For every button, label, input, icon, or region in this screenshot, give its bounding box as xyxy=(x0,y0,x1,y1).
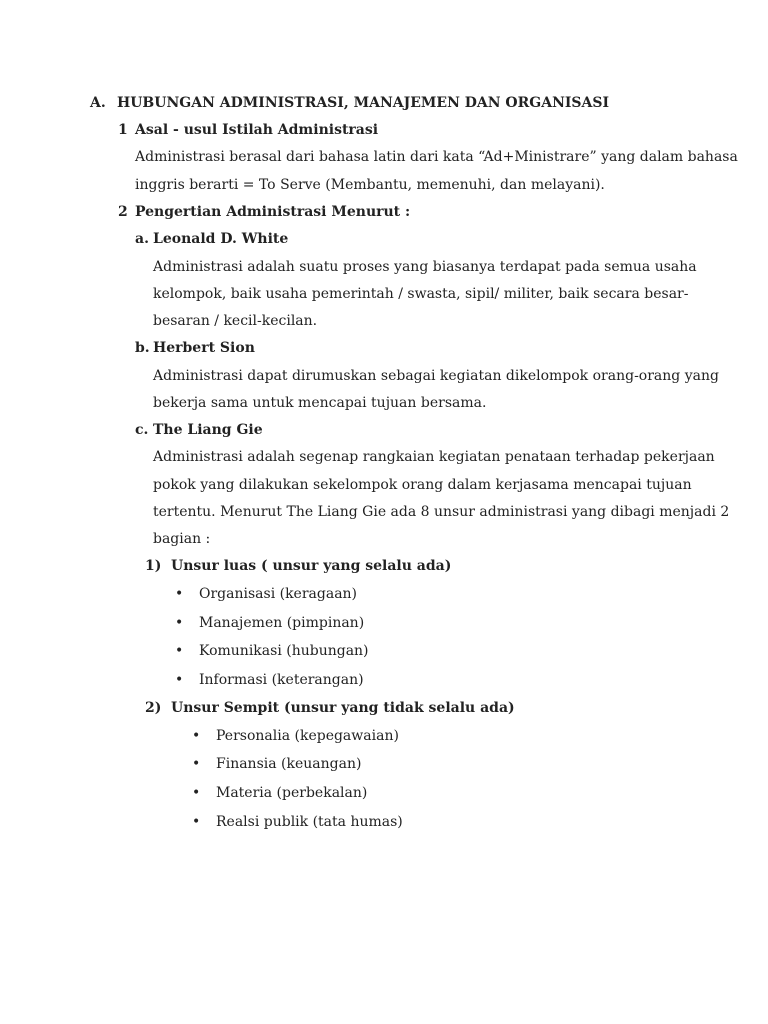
bullet-icon: • xyxy=(175,615,184,631)
list-item: Komunikasi (hubungan) xyxy=(199,643,369,659)
subsection-b-marker: b. xyxy=(135,340,150,356)
section2-title: Pengertian Administrasi Menurut : xyxy=(135,204,411,220)
section1-line-2: inggris berarti = To Serve (Membantu, memenuhi, dan melayani). xyxy=(135,177,605,193)
unsur-sempit-marker: 2) xyxy=(145,700,162,716)
subsection-c-line-4: bagian : xyxy=(153,531,211,547)
section2-number: 2 xyxy=(118,204,128,220)
list-item: Informasi (keterangan) xyxy=(199,672,364,688)
subsection-b-line-2: bekerja sama untuk mencapai tujuan bersama. xyxy=(153,395,487,411)
bullet-icon: • xyxy=(192,728,201,744)
section1-title: Asal - usul Istilah Administrasi xyxy=(135,122,379,138)
list-item: Manajemen (pimpinan) xyxy=(199,615,365,631)
bullet-icon: • xyxy=(175,643,184,659)
unsur-sempit-title: Unsur Sempit (unsur yang tidak selalu ada) xyxy=(171,700,515,716)
bullet-icon: • xyxy=(192,785,201,801)
subsection-c-title: The Liang Gie xyxy=(153,422,263,438)
subsection-c-marker: c. xyxy=(135,422,149,438)
list-item: Personalia (kepegawaian) xyxy=(216,728,399,744)
subsection-c-line-2: pokok yang dilakukan sekelompok orang dalam kerjasama mencapai tujuan xyxy=(153,477,692,493)
list-item: Realsi publik (tata humas) xyxy=(216,814,403,830)
unsur-luas-title: Unsur luas ( unsur yang selalu ada) xyxy=(171,558,452,574)
section1-number: 1 xyxy=(118,122,128,138)
subsection-a-line-2: kelompok, baik usaha pemerintah / swasta, sipil/ militer, baik secara besar- xyxy=(153,286,689,302)
subsection-b-line-1: Administrasi dapat dirumuskan sebagai kegiatan dikelompok orang-orang yang xyxy=(153,368,719,384)
subsection-c-line-3: tertentu. Menurut The Liang Gie ada 8 unsur administrasi yang dibagi menjadi 2 xyxy=(153,504,730,520)
list-item: Organisasi (keragaan) xyxy=(199,586,358,602)
section1-line-1: Administrasi berasal dari bahasa latin dari kata “Ad+Ministrare” yang dalam bahasa xyxy=(135,149,738,165)
bullet-icon: • xyxy=(175,586,184,602)
list-item: Finansia (keuangan) xyxy=(216,756,362,772)
subsection-b-title: Herbert Sion xyxy=(153,340,255,356)
heading-title: HUBUNGAN ADMINISTRASI, MANAJEMEN DAN ORGANISASI xyxy=(117,95,610,111)
subsection-a-line-3: besaran / kecil-kecilan. xyxy=(153,313,318,329)
bullet-icon: • xyxy=(175,672,184,688)
subsection-a-title: Leonald D. White xyxy=(153,231,289,247)
bullet-icon: • xyxy=(192,756,201,772)
unsur-luas-marker: 1) xyxy=(145,558,162,574)
list-item: Materia (perbekalan) xyxy=(216,785,368,801)
subsection-a-line-1: Administrasi adalah suatu proses yang biasanya terdapat pada semua usaha xyxy=(153,259,697,275)
subsection-a-marker: a. xyxy=(135,231,149,247)
bullet-icon: • xyxy=(192,814,201,830)
subsection-c-line-1: Administrasi adalah segenap rangkaian kegiatan penataan terhadap pekerjaan xyxy=(153,449,715,465)
heading-marker: A. xyxy=(90,95,106,111)
